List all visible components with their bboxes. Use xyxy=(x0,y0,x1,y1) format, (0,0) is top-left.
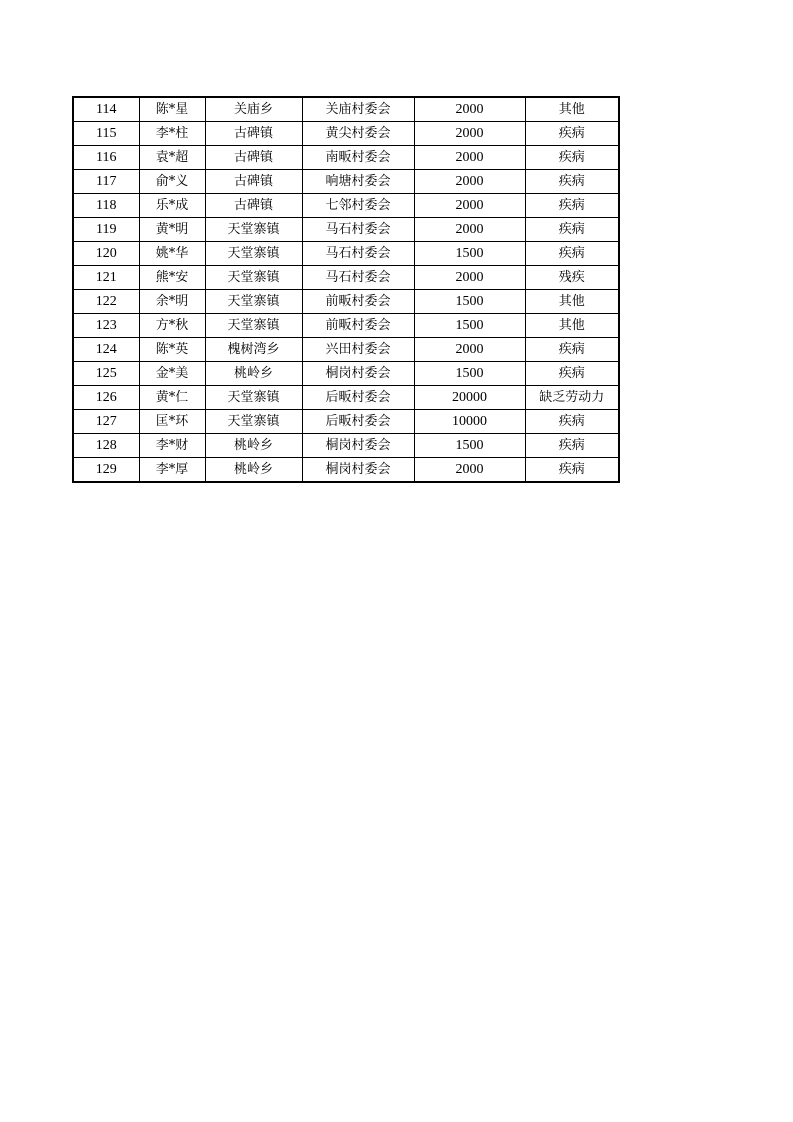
amount-cell: 1500 xyxy=(414,434,525,458)
village-cell: 马石村委会 xyxy=(302,242,414,266)
row-number-cell: 115 xyxy=(73,122,139,146)
table-row xyxy=(73,266,619,290)
village-cell: 黄尖村委会 xyxy=(302,122,414,146)
amount-cell: 20000 xyxy=(414,386,525,410)
table-row xyxy=(73,170,619,194)
amount-cell: 1500 xyxy=(414,362,525,386)
village-cell: 南畈村委会 xyxy=(302,146,414,170)
village-cell: 前畈村委会 xyxy=(302,290,414,314)
row-number-cell: 116 xyxy=(73,146,139,170)
town-cell: 桃岭乡 xyxy=(205,362,302,386)
town-cell: 天堂寨镇 xyxy=(205,410,302,434)
name-cell: 陈*英 xyxy=(139,338,205,362)
town-cell: 天堂寨镇 xyxy=(205,386,302,410)
town-cell: 桃岭乡 xyxy=(205,434,302,458)
table-row xyxy=(73,458,619,483)
row-number-cell: 128 xyxy=(73,434,139,458)
name-cell: 俞*义 xyxy=(139,170,205,194)
village-cell: 桐岗村委会 xyxy=(302,362,414,386)
village-cell: 兴田村委会 xyxy=(302,338,414,362)
table-row xyxy=(73,362,619,386)
reason-cell: 疾病 xyxy=(525,362,619,386)
name-cell: 陈*星 xyxy=(139,97,205,122)
row-number-cell: 123 xyxy=(73,314,139,338)
reason-cell: 疾病 xyxy=(525,218,619,242)
name-cell: 金*美 xyxy=(139,362,205,386)
amount-cell: 2000 xyxy=(414,458,525,483)
reason-cell: 疾病 xyxy=(525,194,619,218)
row-number-cell: 125 xyxy=(73,362,139,386)
town-cell: 天堂寨镇 xyxy=(205,290,302,314)
name-cell: 熊*安 xyxy=(139,266,205,290)
village-cell: 关庙村委会 xyxy=(302,97,414,122)
row-number-cell: 124 xyxy=(73,338,139,362)
town-cell: 天堂寨镇 xyxy=(205,314,302,338)
relief-table xyxy=(72,96,620,483)
amount-cell: 2000 xyxy=(414,266,525,290)
row-number-cell: 126 xyxy=(73,386,139,410)
amount-cell: 2000 xyxy=(414,97,525,122)
row-number-cell: 121 xyxy=(73,266,139,290)
village-cell: 后畈村委会 xyxy=(302,410,414,434)
name-cell: 方*秋 xyxy=(139,314,205,338)
town-cell: 关庙乡 xyxy=(205,97,302,122)
table-row xyxy=(73,434,619,458)
reason-cell: 疾病 xyxy=(525,458,619,483)
table-row xyxy=(73,122,619,146)
reason-cell: 疾病 xyxy=(525,338,619,362)
town-cell: 天堂寨镇 xyxy=(205,266,302,290)
table-row xyxy=(73,410,619,434)
name-cell: 匡*环 xyxy=(139,410,205,434)
row-number-cell: 120 xyxy=(73,242,139,266)
row-number-cell: 117 xyxy=(73,170,139,194)
name-cell: 黄*仁 xyxy=(139,386,205,410)
table-row xyxy=(73,242,619,266)
relief-table-body xyxy=(73,97,619,482)
town-cell: 桃岭乡 xyxy=(205,458,302,483)
name-cell: 姚*华 xyxy=(139,242,205,266)
amount-cell: 1500 xyxy=(414,290,525,314)
reason-cell: 疾病 xyxy=(525,434,619,458)
town-cell: 古碑镇 xyxy=(205,170,302,194)
amount-cell: 1500 xyxy=(414,242,525,266)
table-row xyxy=(73,146,619,170)
amount-cell: 2000 xyxy=(414,218,525,242)
village-cell: 后畈村委会 xyxy=(302,386,414,410)
town-cell: 天堂寨镇 xyxy=(205,242,302,266)
amount-cell: 2000 xyxy=(414,170,525,194)
village-cell: 前畈村委会 xyxy=(302,314,414,338)
amount-cell: 2000 xyxy=(414,338,525,362)
reason-cell: 其他 xyxy=(525,314,619,338)
name-cell: 李*柱 xyxy=(139,122,205,146)
village-cell: 马石村委会 xyxy=(302,266,414,290)
reason-cell: 其他 xyxy=(525,290,619,314)
reason-cell: 疾病 xyxy=(525,122,619,146)
name-cell: 袁*超 xyxy=(139,146,205,170)
name-cell: 李*厚 xyxy=(139,458,205,483)
reason-cell: 残疾 xyxy=(525,266,619,290)
name-cell: 乐*成 xyxy=(139,194,205,218)
row-number-cell: 118 xyxy=(73,194,139,218)
town-cell: 槐树湾乡 xyxy=(205,338,302,362)
amount-cell: 2000 xyxy=(414,146,525,170)
town-cell: 天堂寨镇 xyxy=(205,218,302,242)
table-row xyxy=(73,290,619,314)
table-row xyxy=(73,338,619,362)
town-cell: 古碑镇 xyxy=(205,146,302,170)
table-row xyxy=(73,218,619,242)
village-cell: 桐岗村委会 xyxy=(302,434,414,458)
row-number-cell: 114 xyxy=(73,97,139,122)
village-cell: 七邻村委会 xyxy=(302,194,414,218)
row-number-cell: 119 xyxy=(73,218,139,242)
name-cell: 黄*明 xyxy=(139,218,205,242)
reason-cell: 缺乏劳动力 xyxy=(525,386,619,410)
table-row xyxy=(73,386,619,410)
table-row xyxy=(73,194,619,218)
row-number-cell: 122 xyxy=(73,290,139,314)
amount-cell: 1500 xyxy=(414,314,525,338)
amount-cell: 10000 xyxy=(414,410,525,434)
reason-cell: 疾病 xyxy=(525,170,619,194)
reason-cell: 其他 xyxy=(525,97,619,122)
village-cell: 马石村委会 xyxy=(302,218,414,242)
amount-cell: 2000 xyxy=(414,194,525,218)
reason-cell: 疾病 xyxy=(525,410,619,434)
reason-cell: 疾病 xyxy=(525,146,619,170)
amount-cell: 2000 xyxy=(414,122,525,146)
reason-cell: 疾病 xyxy=(525,242,619,266)
town-cell: 古碑镇 xyxy=(205,122,302,146)
row-number-cell: 127 xyxy=(73,410,139,434)
table-row xyxy=(73,314,619,338)
name-cell: 余*明 xyxy=(139,290,205,314)
name-cell: 李*财 xyxy=(139,434,205,458)
village-cell: 桐岗村委会 xyxy=(302,458,414,483)
town-cell: 古碑镇 xyxy=(205,194,302,218)
village-cell: 响塘村委会 xyxy=(302,170,414,194)
table-row xyxy=(73,97,619,122)
row-number-cell: 129 xyxy=(73,458,139,483)
